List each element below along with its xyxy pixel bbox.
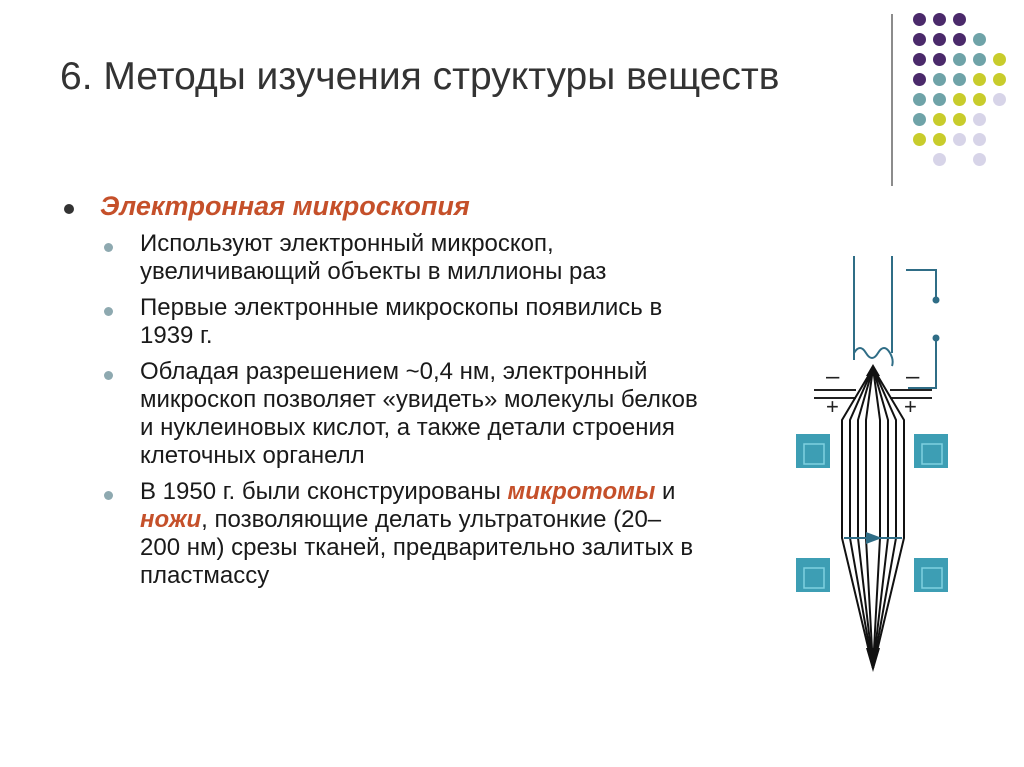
magnetic-lens-lower-left <box>796 558 830 592</box>
decor-dot <box>953 93 966 106</box>
decor-dot <box>973 53 986 66</box>
plus-sign-right: + <box>904 394 917 419</box>
decor-dot <box>913 73 926 86</box>
decor-dot <box>973 73 986 86</box>
bullet-text-part: и <box>655 478 676 505</box>
decor-dot <box>933 113 946 126</box>
beam-tip-top <box>866 364 880 376</box>
decorative-dot-grid <box>902 9 1022 169</box>
magnetic-lens-upper-right <box>914 434 948 468</box>
magnetic-lens-lower-right <box>914 558 948 592</box>
bullet-text-part: В 1950 г. были сконструированы <box>140 478 508 505</box>
specimen-marker <box>844 532 902 544</box>
decor-dot <box>913 93 926 106</box>
bullet-text: Первые электронные микроскопы появились в 1939 г. <box>140 294 663 349</box>
bullet-text: Обладая разрешением ~0,4 нм, электронный микроскоп позволяет «увидеть» молекулы белков и нуклеиновых кислот, а также детали строения клеточных органелл <box>140 358 698 469</box>
highlight-term-microtomes: микротомы <box>507 478 656 505</box>
title-divider-line <box>891 14 893 186</box>
decor-dot <box>953 13 966 26</box>
decor-dot <box>933 93 946 106</box>
level2-bullet-item <box>60 358 700 470</box>
decor-dot <box>953 73 966 86</box>
filament-wiring <box>854 256 936 388</box>
highlight-term-knives: ножи <box>140 506 202 533</box>
level2-bullet-item <box>60 294 700 350</box>
electron-microscope-diagram <box>786 248 960 682</box>
decor-dot <box>933 53 946 66</box>
decor-dot <box>933 33 946 46</box>
slide-body <box>60 188 700 598</box>
decor-dot <box>973 113 986 126</box>
decor-dot <box>933 13 946 26</box>
decor-dot <box>913 113 926 126</box>
decor-dot <box>913 133 926 146</box>
decor-dot <box>993 53 1006 66</box>
bullet-dot <box>104 371 113 380</box>
electron-beam <box>842 368 904 668</box>
bullet-text: Используют электронный микроскоп, увеличивающий объекты в миллионы раз <box>140 230 607 285</box>
decor-dot <box>953 53 966 66</box>
section-heading: Электронная микроскопия <box>100 191 470 221</box>
decor-dot <box>913 53 926 66</box>
decor-dot <box>933 73 946 86</box>
decor-dot <box>913 33 926 46</box>
decor-dot <box>933 133 946 146</box>
decor-dot <box>953 33 966 46</box>
terminal-dot <box>933 335 940 342</box>
bullet-text <box>140 478 700 590</box>
minus-sign-left: – <box>826 363 840 390</box>
bullet-dot <box>104 243 113 252</box>
decor-dot <box>973 33 986 46</box>
decor-dot <box>953 113 966 126</box>
minus-sign-right: – <box>906 363 920 390</box>
bullet-dot <box>104 307 113 316</box>
decor-dot <box>933 153 946 166</box>
decor-dot <box>993 93 1006 106</box>
slide-title: 6. Методы изучения структуры веществ <box>60 55 780 98</box>
decor-dot <box>973 133 986 146</box>
plus-sign-left: + <box>826 394 839 419</box>
terminal-dot <box>933 297 940 304</box>
decor-dot <box>953 133 966 146</box>
level2-bullet-item <box>60 230 700 286</box>
decor-dot <box>993 73 1006 86</box>
magnetic-lens-upper-left <box>796 434 830 468</box>
bullet-dot <box>64 204 74 214</box>
decor-dot <box>913 13 926 26</box>
decor-dot <box>973 93 986 106</box>
beam-tip-bottom <box>866 648 880 672</box>
bullet-text-part: , позволяющие делать ультратонкие (20–200 нм) срезы тканей, предварительно залитых в пластмассу <box>140 506 694 589</box>
decor-dot <box>973 153 986 166</box>
level1-bullet-item <box>60 188 700 224</box>
level2-bullet-item <box>60 478 700 590</box>
bullet-dot <box>104 491 113 500</box>
